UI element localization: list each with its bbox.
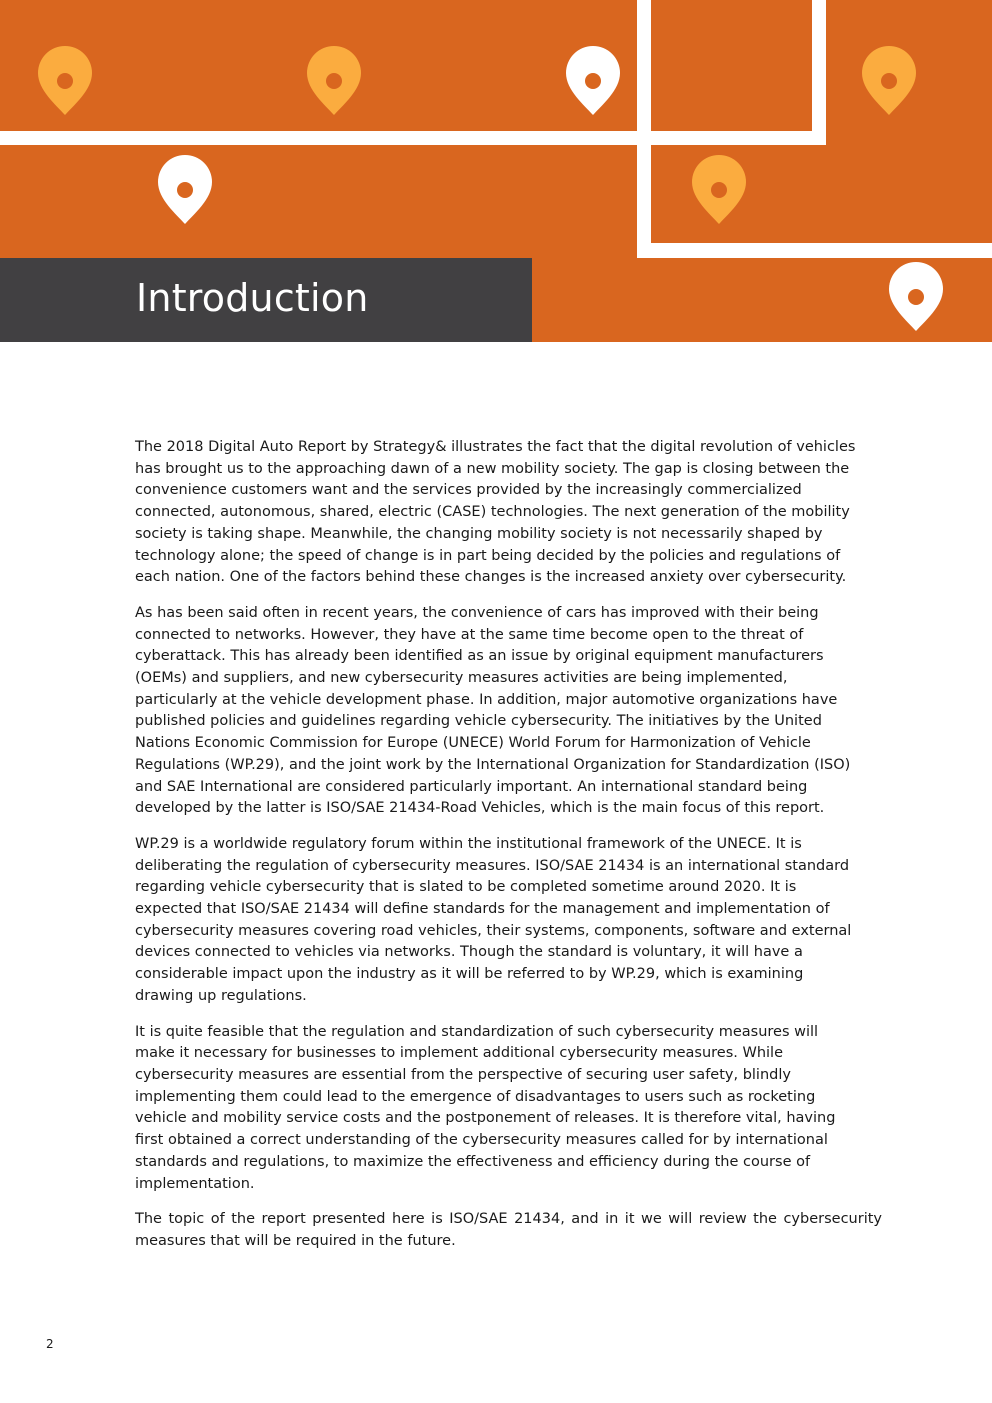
body-text (135, 437, 882, 1267)
paragraph: The 2018 Digital Auto Report by Strategy& illustrates the fact that the digital revolution of vehicles has brought us to the approaching dawn of a new mobility society. The gap is closing between the convenience customers want and the services provided by the increasingly commercialized connected, autonomous, shared, electric (CASE) technologies. The next generation of the mobility society is taking shape. Meanwhile, the changing mobility society is not necessarily shaped by technology alone; the speed of change is in part being decided by the policies and regulations of each nation. One of the factors behind these changes is the increased anxiety over cybersecurity. (135, 439, 856, 586)
page-number: 2 (46, 1337, 54, 1351)
page-title: Introduction (136, 276, 369, 320)
paragraph: It is quite feasible that the regulation and standardization of such cybersecurity measures will make it necessary for businesses to implement additional cybersecurity measures. While cybersecurity measures are essential from the perspective of securing user safety, blindly implementing them could lead to the emergence of disadvantages to users such as rocketing vehicle and mobility service costs and the postponement of releases. It is therefore vital, having first obtained a correct understanding of the cybersecurity measures called for by international standards and regulations, to maximize the effectiveness and efficiency during the course of implementation. (135, 1023, 836, 1192)
paragraph: WP.29 is a worldwide regulatory forum within the institutional framework of the UNECE. It is deliberating the regulation of cybersecurity measures. ISO/SAE 21434 is an international standard regarding vehicle cybersecurity that is slated to be completed sometime around 2020. It is expected that ISO/SAE 21434 will define standards for the management and implementation of cybersecurity measures covering road vehicles, their systems, components, software and external devices connected to vehicles via networks. Though the standard is voluntary, it will have a considerable impact upon the industry as it will be referred to by WP.29, which is examining drawing up regulations. (135, 835, 852, 1004)
paragraph: As has been said often in recent years, the convenience of cars has improved with their being connected to networks. However, they have at the same time become open to the threat of cyberattack. This has already been identified as an issue by original equipment manufacturers (OEMs) and suppliers, and new cybersecurity measures activities are being implemented, particularly at the vehicle development phase. In addition, major automotive organizations have published policies and guidelines regarding vehicle cybersecurity. The initiatives by the United Nations Economic Commission for Europe (UNECE) World Forum for Harmonization of Vehicle Regulations (WP.29), and the joint work by the International Organization for Standardization (ISO) and SAE International are considered particularly important. An international standard being developed by the latter is ISO/SAE 21434-Road Vehicles, which is the main focus of this report. (135, 604, 851, 817)
paragraph: The topic of the report presented here is ISO/SAE 21434, and in it we will review the cybersecurity measures that will be required in the future. (135, 1211, 882, 1249)
